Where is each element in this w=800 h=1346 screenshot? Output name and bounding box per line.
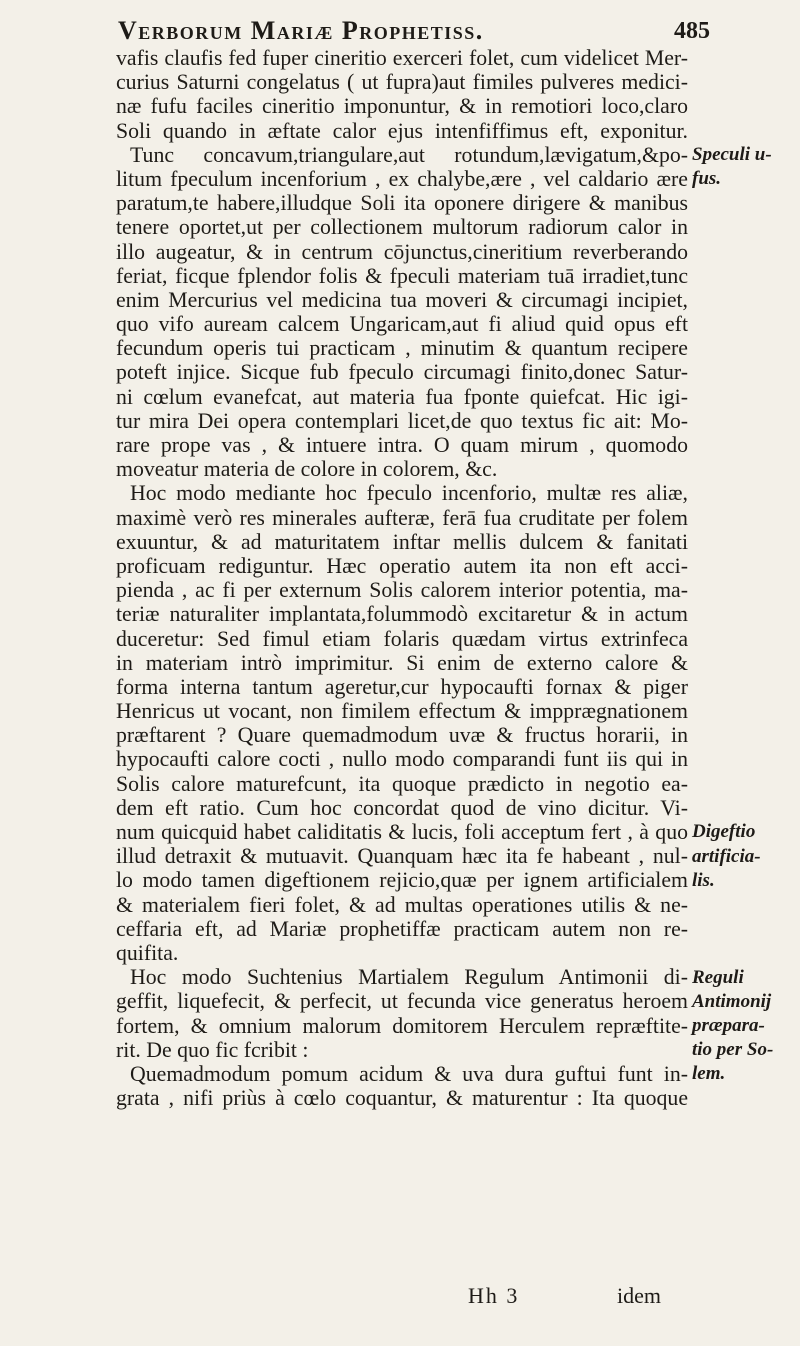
text-line: teriæ naturaliter implantata,folummodò excitaretur & in actum: [116, 602, 688, 627]
text-line: ceffaria eft, ad Mariæ prophetiffæ practicam autem non re-: [116, 916, 688, 941]
text-line: præftarent ? Quare quemadmodum uvæ & fructus horarii, in: [116, 723, 688, 748]
text-line: paratum,te habere,illudque Soli ita oponere dirigere & manibus: [116, 191, 688, 216]
text-line: lo modo tamen digeftionem rejicio,quæ per ignem artificialem: [116, 868, 688, 893]
margin-note: lem.: [692, 1063, 726, 1085]
text-line: quifita.: [116, 940, 179, 965]
margin-note: Digeftio: [692, 821, 756, 843]
text-line: dem eft ratio. Cum hoc concordat quod de vino dicitur. Vi-: [116, 795, 688, 820]
text-line: litum fpeculum incenforium , ex chalybe,ære , vel caldario ære: [116, 166, 688, 191]
margin-note: fus.: [692, 168, 722, 189]
text-line: feriat, ficque fplendor folis & fpeculi materiam tuā irradiet,tunc: [116, 263, 688, 288]
margin-note: tio per So-: [692, 1039, 774, 1061]
text-line: vafis claufis fed fuper cineritio exerceri folet, cum videlicet Mer-: [116, 46, 688, 70]
text-line: næ fufu faciles cineritio imponuntur, & in remotiori loco,claro: [116, 94, 688, 119]
text-line: illo augeatur, & in centrum cōjunctus,cineritium reverberando: [116, 239, 688, 264]
text-line: hypocaufti calore cocti , nullo modo comparandi funt iis qui in: [116, 747, 688, 772]
text-line: poteft injice. Sicque fub fpeculo circumagi finito,donec Satur-: [116, 360, 688, 385]
text-line: moveatur materia de colore in colorem, &c.: [116, 457, 498, 482]
text-line: grata , nifi priùs à cœlo coquantur, & maturentur : Ita quoque: [116, 1086, 688, 1111]
text-line: Henricus ut vocant, non fimilem effectum & impprægnationem: [116, 699, 688, 724]
text-line: num quicquid habet caliditatis & lucis, foli acceptum fert , à quo: [116, 820, 688, 844]
margin-note: Antimonij: [692, 990, 772, 1012]
catchword: idem: [617, 1283, 661, 1308]
margin-note: artificia-: [692, 845, 761, 867]
page-number: 485: [674, 18, 710, 44]
text-line: maximè verò res minerales aufteræ, ferā fua cruditate per folem: [116, 505, 688, 530]
margin-note: præpara-: [692, 1015, 765, 1036]
text-line: Hoc modo Suchtenius Martialem Regulum Antimonii di-: [130, 965, 688, 990]
text-line: duceretur: Sed fimul etiam folaris quædam virtus extrinfeca: [116, 626, 688, 651]
text-line: in materiam intrò imprimitur. Si enim de externo calore &: [116, 650, 688, 675]
text-line: Tunc concavum,triangulare,aut rotundum,lævigatum,&po-: [130, 142, 688, 167]
signature-mark: Hh 3: [468, 1283, 520, 1308]
text-line: ni cœlum evanefcat, aut materia fua fponte quiefcat. Hic igi-: [116, 384, 688, 409]
text-line: quo vifo auream calcem Ungaricam,aut fi aliud quid opus eft: [116, 312, 688, 337]
margin-note: Reguli: [692, 966, 744, 988]
text-line: exuuntur, & ad maturitatem inftar mellis dulcem & fanitati: [116, 529, 688, 554]
text-line: Solis calore maturefcunt, ita quoque prædicto in negotio ea-: [116, 771, 688, 796]
margin-note: lis.: [692, 869, 715, 891]
running-title: Verborum Mariæ Prophetiss.: [118, 16, 484, 45]
text-line: fecundum operis tui practicam , minutim & quantum recipere: [116, 336, 688, 361]
text-line: geffit, liquefecit, & perfecit, ut fecunda vice generatus heroem: [116, 989, 688, 1014]
text-line: & materialem fieri folet, & ad multas operationes utilis & ne-: [116, 892, 688, 917]
running-head: [0, 6, 800, 46]
text-line: forma interna tantum ageretur,cur hypocaufti fornax & piger: [116, 674, 688, 699]
text-line: Hoc modo mediante hoc fpeculo incenforio, multæ res aliæ,: [130, 481, 688, 506]
page-footer: [0, 1283, 800, 1313]
text-line: tur mira Dei opera contemplari licet,de quo textus fic ait: Mo-: [116, 408, 688, 433]
margin-note: Speculi u-: [692, 143, 772, 165]
text-line: rit. De quo fic fcribit :: [116, 1037, 309, 1062]
text-line: illud detraxit & mutuavit. Quanquam hæc ita fe habeant , nul-: [116, 844, 688, 869]
text-line: curius Saturni congelatus ( ut fupra)aut fimiles pulveres medici-: [116, 70, 688, 95]
text-line: enim Mercurius vel medicina tua moveri & circumagi incipiet,: [116, 287, 688, 312]
text-line: pienda , ac fi per externum Solis calorem interior potentia, ma-: [116, 578, 688, 603]
text-line: Soli quando in æftate calor ejus intenfiffimus eft, exponitur.: [116, 118, 688, 143]
main-text: [116, 46, 688, 1110]
text-line: Quemadmodum pomum acidum & uva dura guftui funt in-: [130, 1061, 688, 1086]
text-line: tenere oportet,ut per collectionem multorum radiorum calor in: [116, 215, 688, 240]
text-line: proficuam rediguntur. Hæc operatio autem ita non eft acci-: [116, 553, 688, 578]
text-line: fortem, & omnium malorum domitorem Herculem repræftite-: [116, 1013, 688, 1038]
text-line: rare prope vas , & intuere intra. O quam mirum , quomodo: [116, 433, 688, 457]
